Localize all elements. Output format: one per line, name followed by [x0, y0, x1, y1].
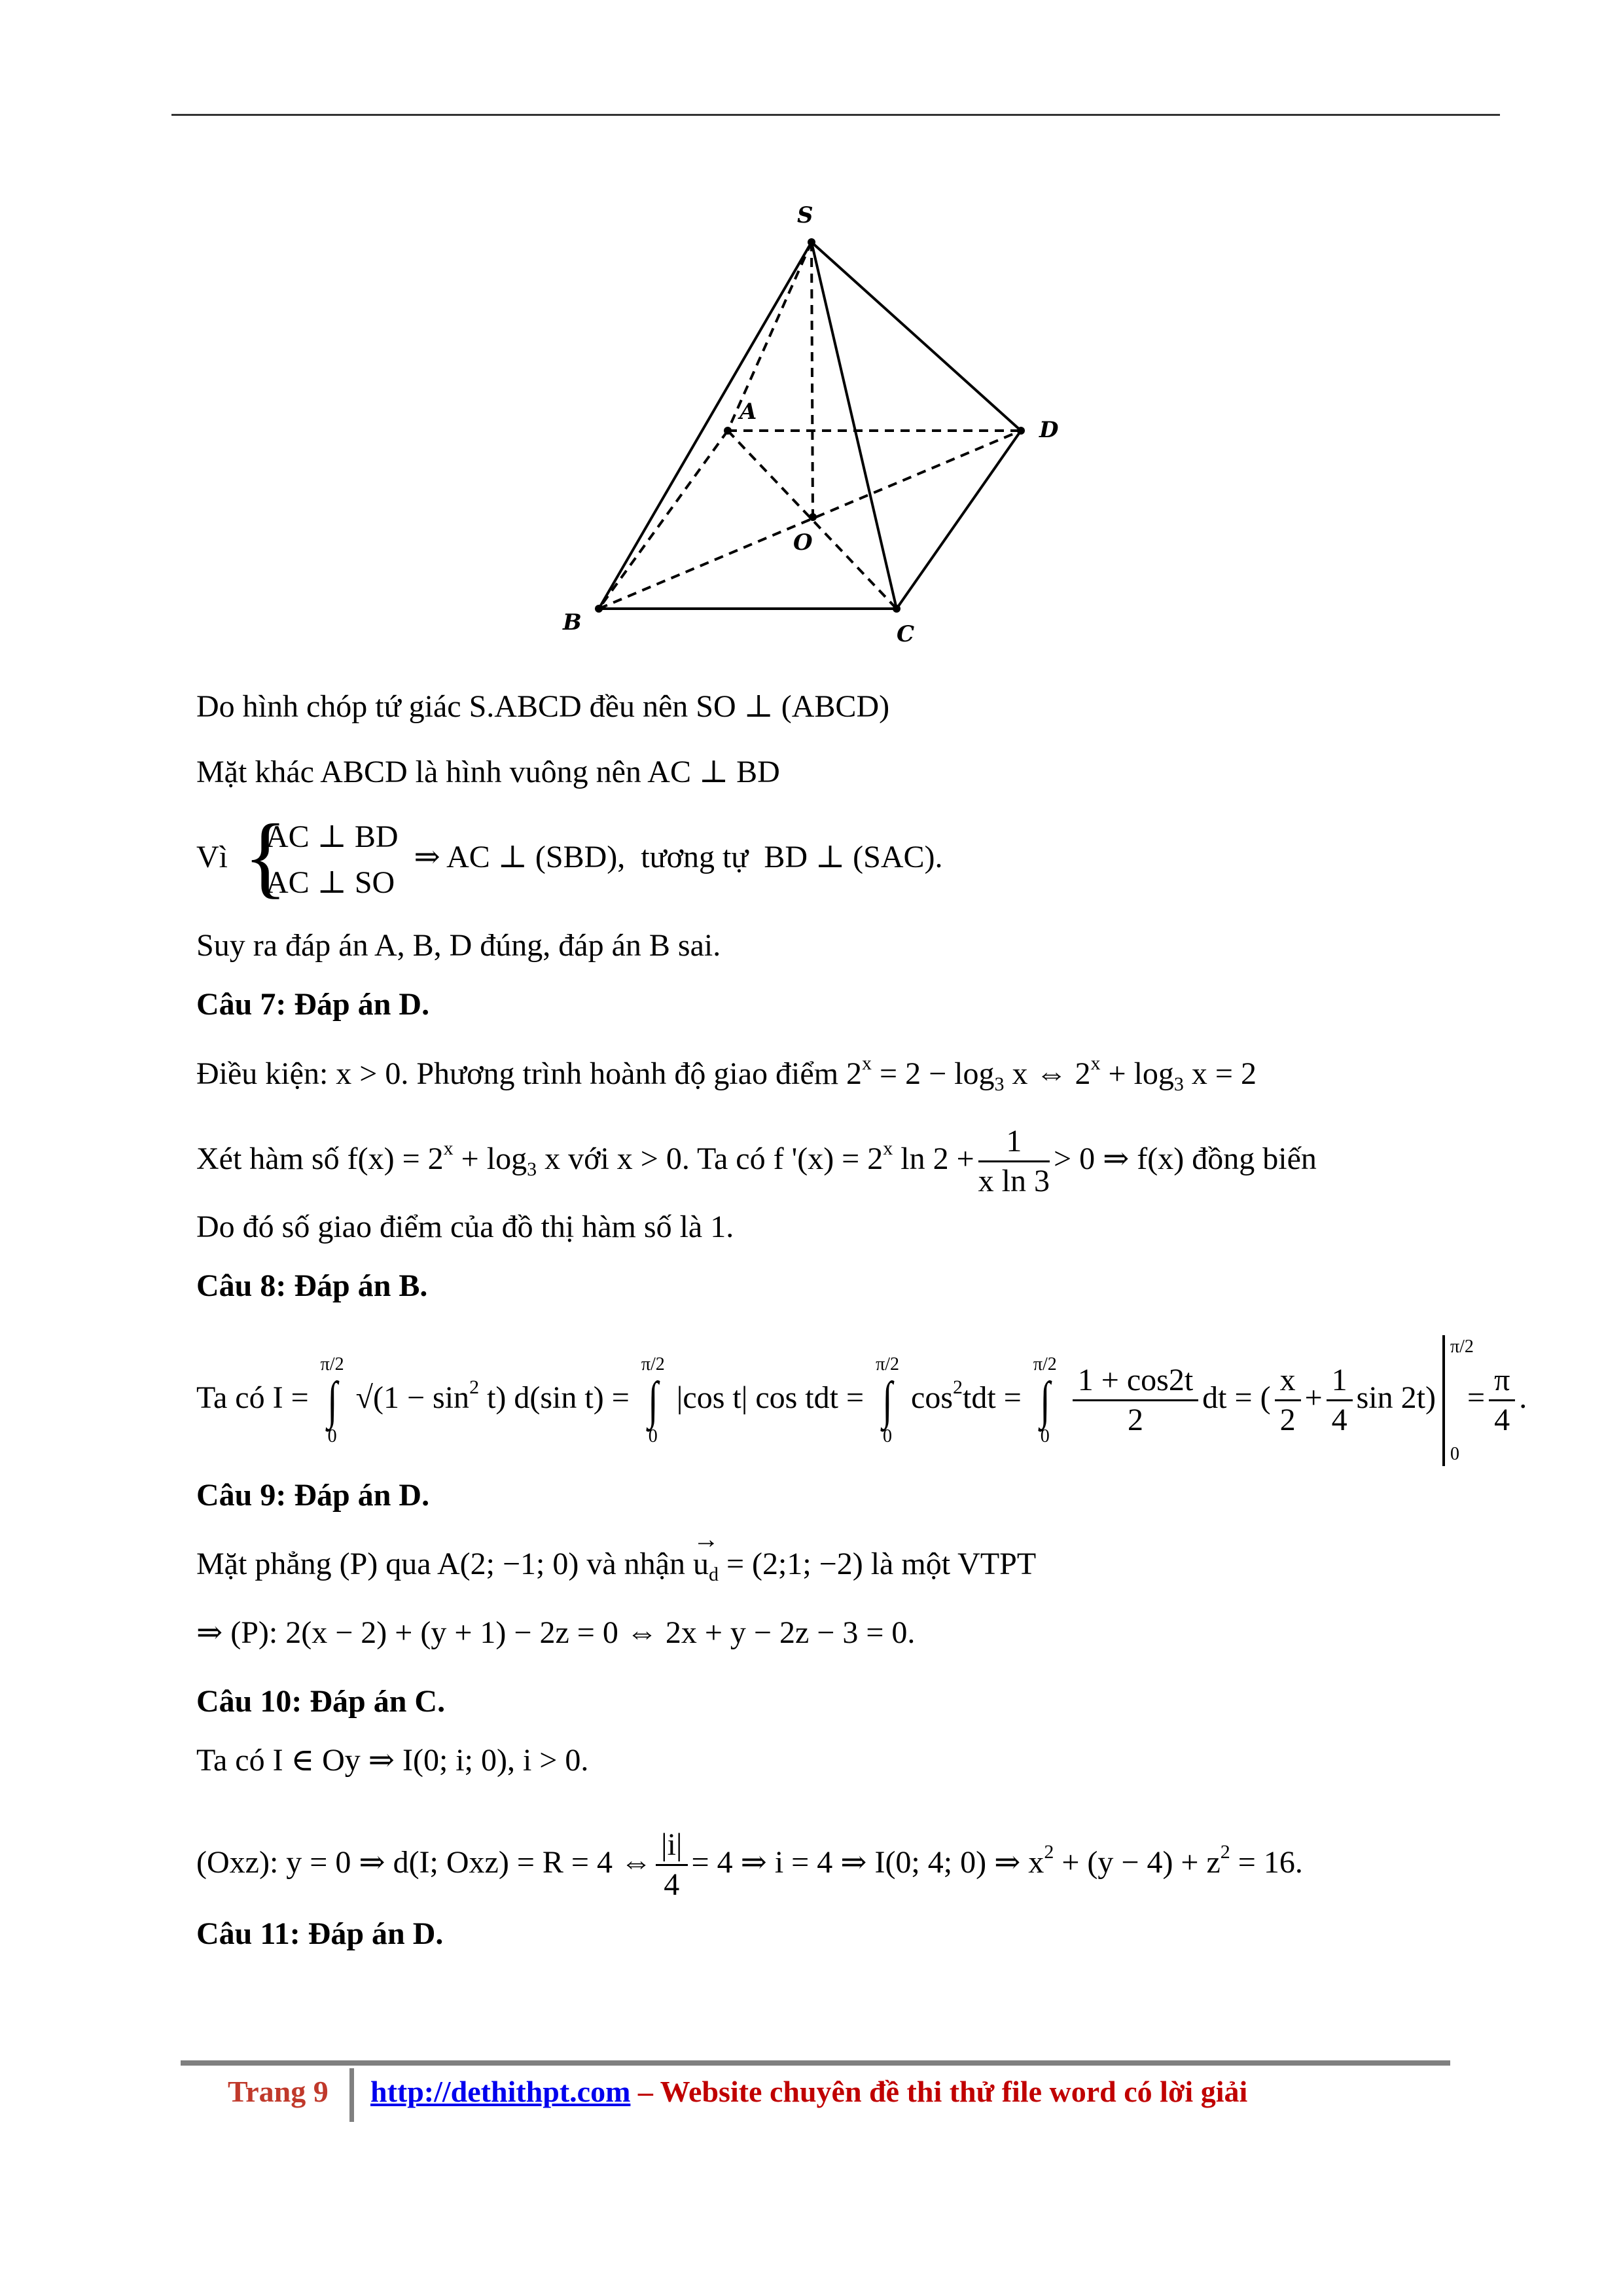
- footer-tagline: – Website chuyên đề thi thử file word có lời giải: [630, 2075, 1248, 2108]
- q7-line-1: Điều kiện: x > 0. Phương trình hoành độ giao điểm $2^x = 2 - \log_3 x$ ⇔ $2^x + \log_3 x = 2$: [196, 1052, 1257, 1095]
- q9-line-2: ⇒ (P): 2(x − 2) + (y + 1) − 2z = 0 ⇔ 2x + y − 2z − 3 = 0.: [196, 1615, 916, 1650]
- edge-SC: [812, 242, 897, 609]
- edge-CD: [897, 431, 1021, 609]
- question-10-heading: Câu 10: Đáp án C.: [196, 1684, 446, 1719]
- label-D: D: [1039, 417, 1059, 443]
- footer-rule: [181, 2060, 1450, 2066]
- evaluation-bar: π/2 0: [1442, 1335, 1465, 1466]
- q7-line-2: Xét hàm số $f(x) = 2^x + \log_3 x$ với x > 0. Ta có f '$(x) = 2^x$ ln 2 + $\frac{1}{\text{x ln 3}}$ > 0 ⇒ f(x) đồng biến: [196, 1106, 1317, 1212]
- paragraph-4: Suy ra đáp án A, B, D đúng, đáp án B sai.: [196, 928, 721, 963]
- question-11-heading: Câu 11: Đáp án D.: [196, 1916, 444, 1951]
- integral-sign: π/2 ∫ 0: [876, 1354, 899, 1446]
- question-7-heading: Câu 7: Đáp án D.: [196, 987, 430, 1022]
- fraction: $\frac{|i|}{4}$: [656, 1826, 688, 1904]
- label-S: S: [797, 202, 813, 228]
- edge-SD: [812, 242, 1021, 431]
- q7-equation: $2^x = 2 - \log_3 x$ ⇔ $2^x + \log_3 x = 2$: [846, 1052, 1257, 1095]
- q10-line-2: (Oxz): y = 0 ⇒ d(I; Oxz) = R = 4 ⇔ $\frac{|i|}{4}$ = 4 ⇒ i = 4 ⇒ I(0; 4; 0) ⇒ $x^2 + (y - 4) + z^2 = 16$.: [196, 1810, 1303, 1905]
- page-number: Trang 9: [228, 2075, 329, 2108]
- integral-sign: π/2 ∫ 0: [1033, 1354, 1057, 1446]
- pyramid-figure: [550, 190, 1139, 674]
- vector-u: → $u_d$: [692, 1524, 719, 1585]
- brace-icon: {: [243, 805, 288, 907]
- paragraph-3: Vì { AC ⊥ BD AC ⊥ SO ⇒ AC ⊥ (SBD), tương tự BD ⊥ (SAC).: [196, 805, 943, 907]
- integral-sign: π/2 ∫ 0: [320, 1354, 344, 1446]
- label-A: A: [740, 399, 757, 425]
- paragraph-1: Do hình chóp tứ giác S.ABCD đều nên SO ⊥ (ABCD): [196, 689, 890, 724]
- edge-SB: [599, 242, 812, 609]
- question-8-heading: Câu 8: Đáp án B.: [196, 1268, 428, 1303]
- q10-line-1: Ta có I ∈ Oy ⇒ I(0; i; 0), i > 0.: [196, 1743, 589, 1778]
- label-O: O: [793, 529, 813, 556]
- footer-separator: [349, 2068, 354, 2122]
- integral-sign: π/2 ∫ 0: [641, 1354, 665, 1446]
- equation-system: { AC ⊥ BD AC ⊥ SO: [243, 805, 399, 907]
- q8-integral-line: Ta có I = π/2 ∫ 0 $√(1 - \sin^2 t)$ d(sin t) = π/2 ∫ 0 |cos t| cos tdt = π/2 ∫ 0 $\cos^2tdt$ = π/2 ∫ 0 $\frac{1 + \cos 2t}{2}$ dt = ( $\frac{x}{2}$ + $\frac{1}{4}$ sin 2t) π/2 0 = $\frac{\pi}{4}$ .: [196, 1322, 1527, 1466]
- fraction: $\frac{1}{\text{x ln 3}}$: [978, 1124, 1050, 1199]
- height-SO: [812, 242, 813, 517]
- top-rule: [171, 114, 1500, 116]
- q9-line-1: Mặt phẳng (P) qua A(2; −1; 0) và nhận → $u_d$ = (2;1; −2) là một VTPT: [196, 1545, 1036, 1594]
- q7-line-3: Do đó số giao điểm của đồ thị hàm số là 1.: [196, 1210, 734, 1244]
- footer-text: [370, 2072, 1247, 2111]
- question-9-heading: Câu 9: Đáp án D.: [196, 1478, 430, 1513]
- paragraph-2: Mặt khác ABCD là hình vuông nên AC ⊥ BD: [196, 755, 780, 789]
- label-C: C: [897, 621, 915, 647]
- label-B: B: [563, 609, 582, 636]
- website-link[interactable]: http://dethithpt.com: [370, 2075, 631, 2108]
